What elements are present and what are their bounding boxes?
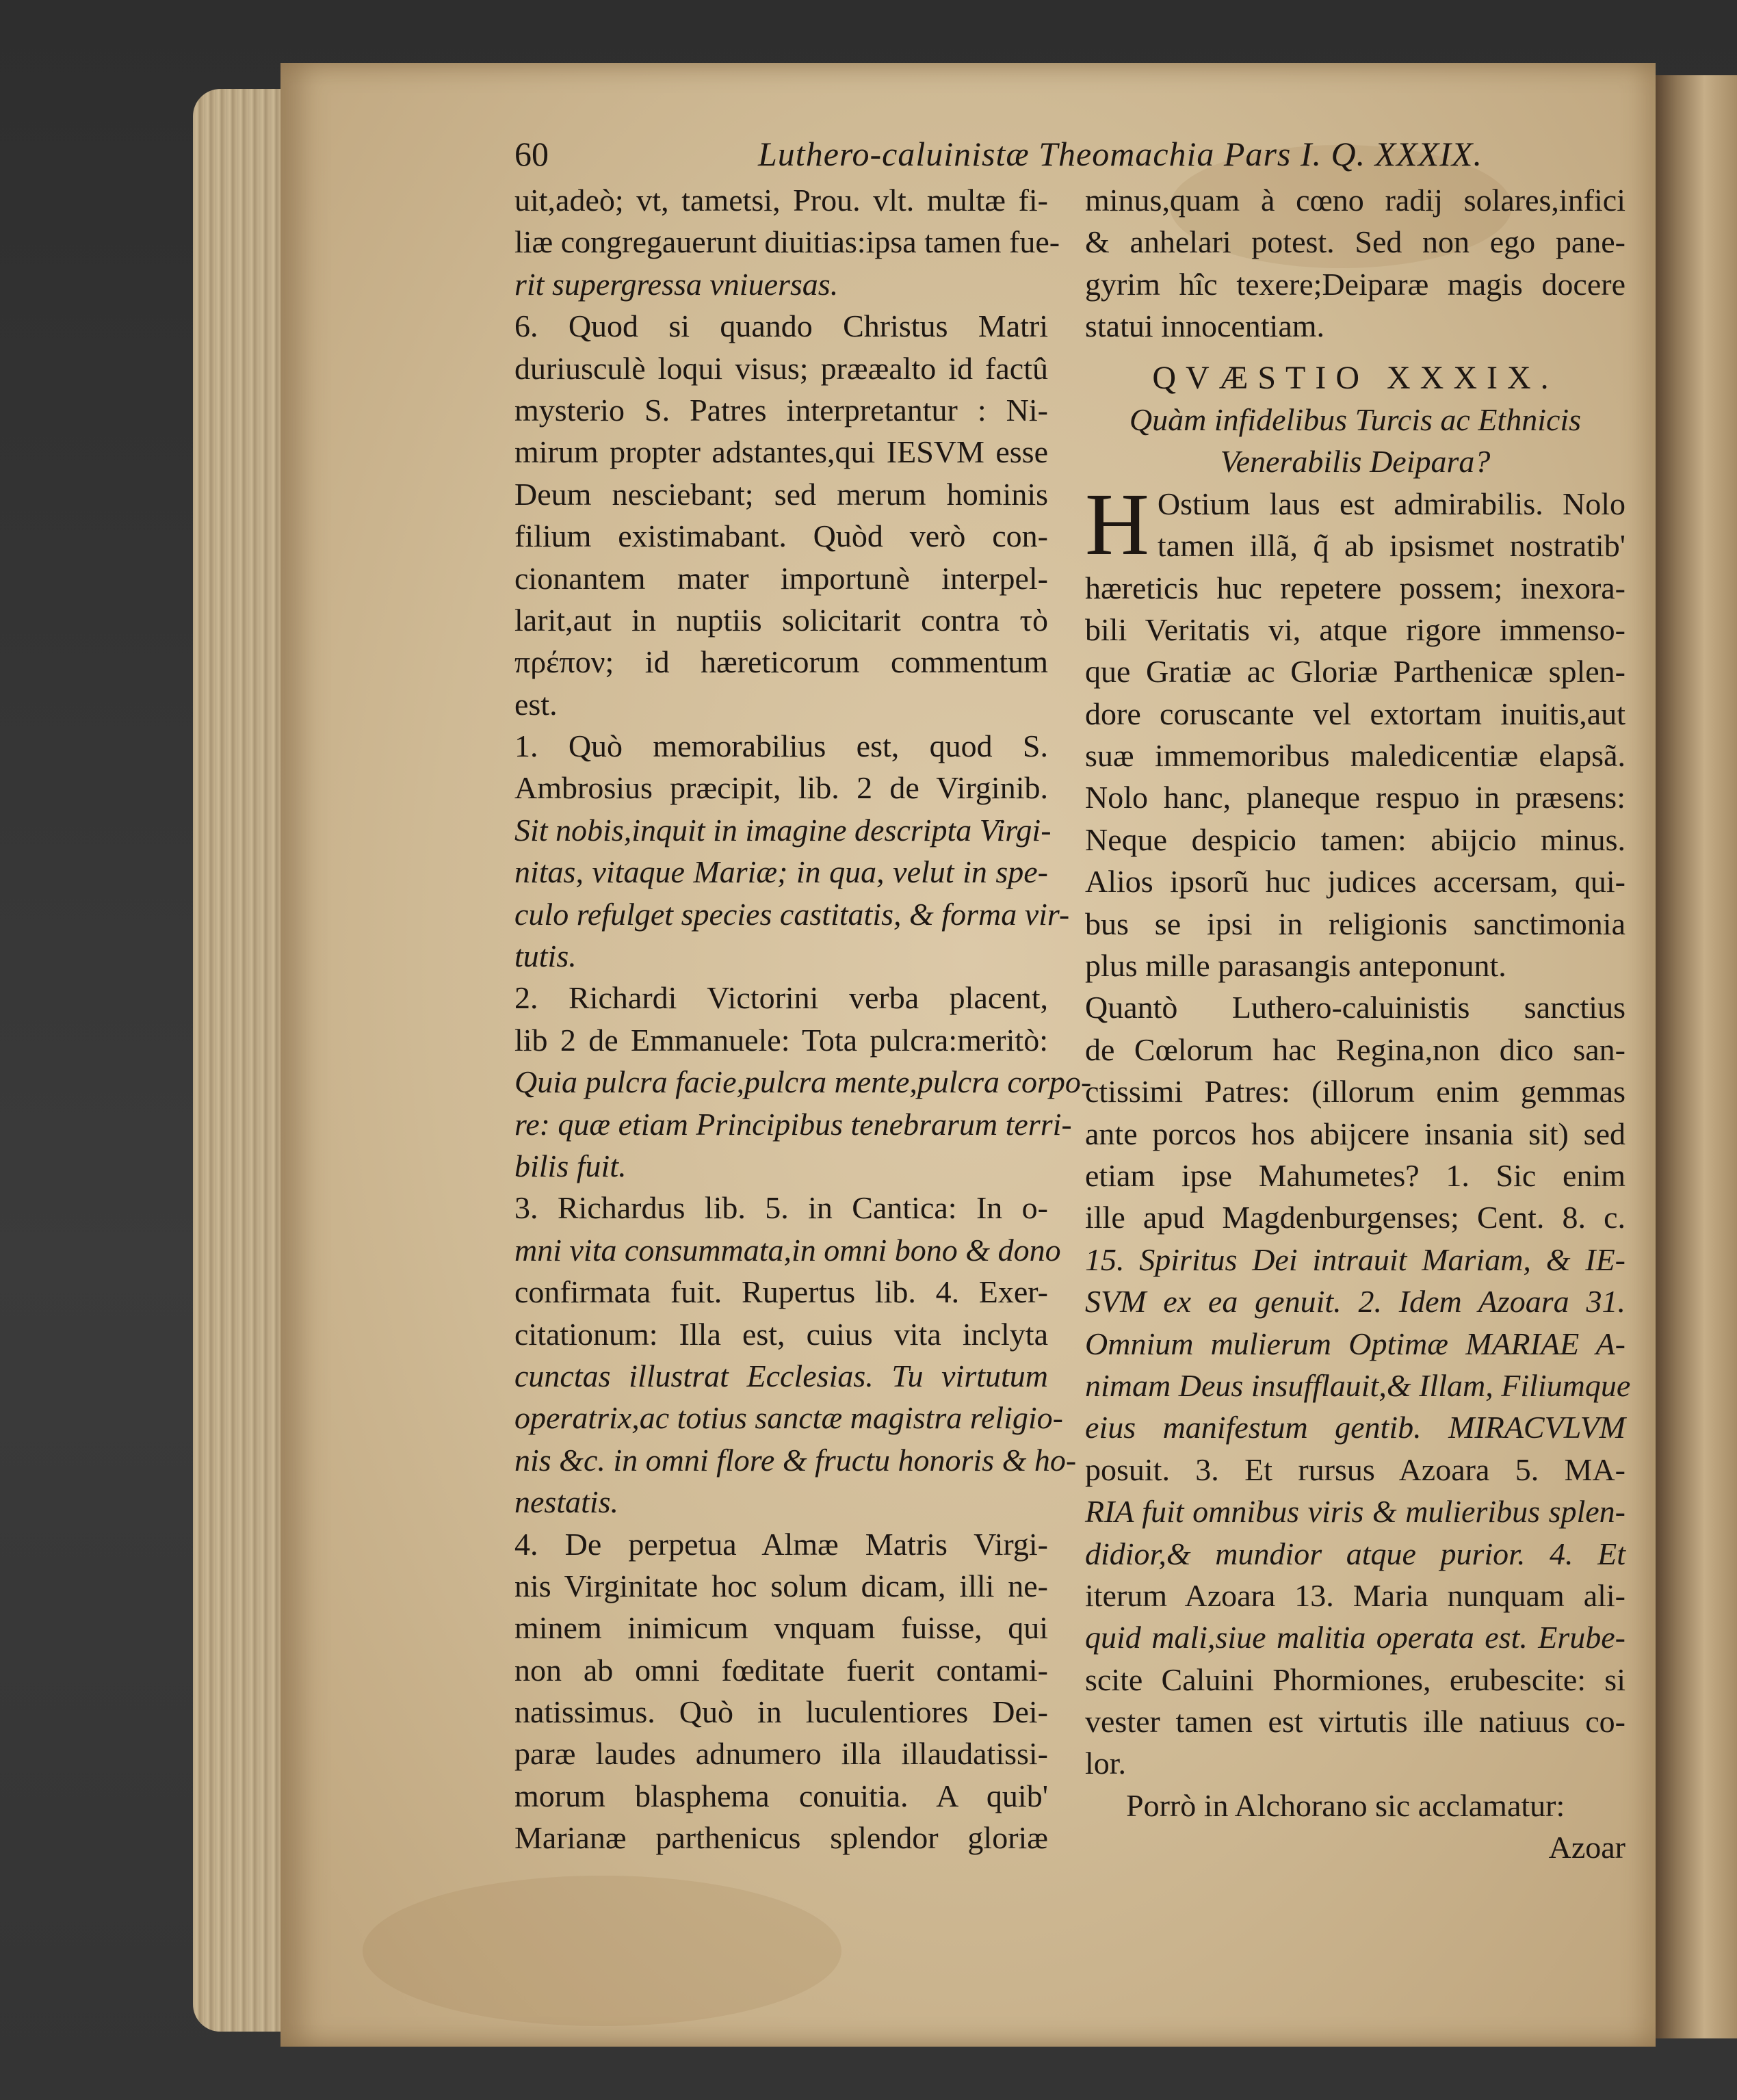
- text-line: statui innocentiam.: [1085, 309, 1325, 344]
- text-line: tamen illã, q̃ ab ipsismet nostratib': [1157, 528, 1625, 564]
- question-subtitle: Quàm infidelibus Turcis ac Ethnicis: [1129, 402, 1582, 437]
- drop-capital: H: [1085, 475, 1149, 574]
- text-line: RIA fuit omnibus viris & mulieribus splen-: [1085, 1494, 1625, 1530]
- text-line: filium existimabant. Quòd verò con-: [514, 519, 1048, 554]
- text-line: eius manifestum gentib. MIRACVLVM: [1085, 1410, 1625, 1445]
- text-line: nestatis.: [514, 1484, 619, 1520]
- text-line: 2. Richardi Victorini verba placent,: [514, 980, 1048, 1016]
- text-line: 4. De perpetua Almæ Matris Virgi-: [514, 1526, 1048, 1562]
- text-line: ille apud Magdenburgenses; Cent. 8. c.: [1085, 1200, 1625, 1235]
- text-line: Ambrosius præcipit, lib. 2 de Virginib.: [514, 770, 1048, 806]
- left-column: [514, 179, 1092, 1859]
- text-line: Porrò in Alchorano sic acclamatur:: [1126, 1787, 1565, 1823]
- text-line: & anhelari potest. Sed non ego pane-: [1085, 224, 1625, 260]
- text-line: morum blasphema conuitia. A quib': [514, 1778, 1048, 1813]
- question-subtitle: Venerabilis Deipara?: [1220, 444, 1491, 480]
- text-line: 3. Richardus lib. 5. in Cantica: In o-: [514, 1190, 1048, 1226]
- text-line: non ab omni fœditate fuerit contami-: [514, 1652, 1048, 1688]
- text-line: culo refulget species castitatis, & forma vir-: [514, 896, 1070, 932]
- text-line: hæreticis huc repetere possem; inexora-: [1085, 570, 1625, 605]
- text-line: mni vita consummata,in omni bono & dono: [514, 1232, 1061, 1268]
- text-line: confirmata fuit. Rupertus lib. 4. Exer-: [514, 1274, 1048, 1310]
- text-line: πρέπον; id hæreticorum commentum: [514, 644, 1048, 680]
- text-line: citationum: Illa est, cuius vita inclyta: [514, 1316, 1048, 1352]
- text-line: Ostium laus est admirabilis. Nolo: [1157, 486, 1625, 521]
- text-line: Omnium mulierum Optimæ MARIAE A-: [1085, 1326, 1625, 1361]
- running-head: [514, 134, 1630, 176]
- text-line: lor.: [1085, 1746, 1127, 1781]
- text-line: iterum Azoara 13. Maria nunquam ali-: [1085, 1577, 1625, 1613]
- text-line: suæ immemoribus maledicentiæ elapsã.: [1085, 738, 1625, 774]
- text-line: Neque despicio tamen: abijcio minus.: [1085, 822, 1625, 857]
- text-line: minem inimicum vnquam fuisse, qui: [514, 1610, 1048, 1646]
- text-line: nis &c. in omni flore & fructu honoris & ho-: [514, 1442, 1077, 1478]
- question-heading: QVÆSTIO XXXIX.: [1152, 359, 1558, 396]
- text-line: bilis fuit.: [514, 1148, 627, 1183]
- text-line: natissimus. Quò in luculentiores Dei-: [514, 1694, 1048, 1730]
- text-line: nimam Deus insufflauit,& Illam, Filiumque: [1085, 1367, 1631, 1403]
- running-title: Luthero-caluinistæ Theomachia Pars I. Q. XXXIX.: [758, 135, 1483, 173]
- text-line: nitas, vitaque Mariæ; in qua, velut in spe-: [514, 854, 1048, 890]
- text-line: Marianæ parthenicus splendor gloriæ: [514, 1820, 1048, 1856]
- text-line: ctissimi Patres: (illorum enim gemmas: [1085, 1074, 1625, 1110]
- text-line: 6. Quod si quando Christus Matri: [514, 309, 1048, 344]
- text-line: didior,& mundior atque purior. 4. Et: [1085, 1536, 1625, 1571]
- text-line: mysterio S. Patres interpretantur : Ni-: [514, 392, 1048, 428]
- text-line: operatrix,ac totius sanctæ magistra religio-: [514, 1400, 1063, 1436]
- page-stain: [363, 1876, 841, 2026]
- text-line: bili Veritatis vi, atque rigore immenso-: [1085, 612, 1625, 647]
- text-line: cunctas illustrat Ecclesias. Tu virtutum: [514, 1358, 1048, 1393]
- text-line: etiam ipse Mahumetes? 1. Sic enim: [1085, 1157, 1625, 1193]
- text-line: larit,aut in nuptiis solicitarit contra τὸ: [514, 602, 1048, 638]
- text-line: Quia pulcra facie,pulcra mente,pulcra corpo-: [514, 1064, 1092, 1100]
- text-line: Alios ipsorũ huc judices accersam, qui-: [1085, 864, 1625, 900]
- question-body: [1085, 475, 1631, 1869]
- text-line: liæ congregauerunt diuitias:ipsa tamen fue-: [514, 224, 1060, 260]
- text-line: Quantò Luthero-caluinistis sanctius: [1085, 990, 1625, 1025]
- text-line: gyrim hîc texere;Deiparæ magis docere: [1085, 266, 1625, 302]
- catchword: Azoar: [1548, 1830, 1625, 1865]
- text-line: uit,adeò; vt, tametsi, Prou. vlt. multæ fi-: [514, 183, 1048, 218]
- text-line: posuit. 3. Et rursus Azoara 5. MA-: [1085, 1452, 1625, 1487]
- text-line: lib 2 de Emmanuele: Tota pulcra:meritò:: [514, 1022, 1048, 1058]
- text-line: bus se ipsi in religionis sanctimonia: [1085, 906, 1625, 941]
- text-line: tutis.: [514, 939, 577, 974]
- text-line: vester tamen est virtutis ille natiuus co-: [1085, 1704, 1625, 1740]
- text-line: 1. Quò memorabilius est, quod S.: [514, 729, 1048, 764]
- page-number: 60: [514, 135, 549, 173]
- text-line: scite Caluini Phormiones, erubescite: si: [1085, 1662, 1625, 1697]
- text-line: Nolo hanc, planeque respuo in præsens:: [1085, 780, 1625, 815]
- text-line: nis Virginitate hoc solum dicam, illi ne-: [514, 1568, 1048, 1603]
- text-line: cionantem mater importunè interpel-: [514, 560, 1048, 596]
- text-line: re: quæ etiam Principibus tenebrarum terri-: [514, 1106, 1072, 1142]
- text-line: SVM ex ea genuit. 2. Idem Azoara 31.: [1085, 1284, 1625, 1320]
- text-line: paræ laudes adnumero illa illaudatissi-: [514, 1736, 1048, 1772]
- text-line: mirum propter adstantes,qui IESVM esse: [514, 434, 1048, 470]
- text-line: duriusculè loqui visus; prææalto id factû: [514, 350, 1048, 386]
- text-line: minus,quam à cœno radij solares,infici: [1085, 183, 1625, 218]
- right-column: [1085, 179, 1631, 1869]
- text-line: Deum nesciebant; sed merum hominis: [514, 476, 1048, 512]
- text-line: ante porcos hos abijcere insania sit) sed: [1085, 1116, 1625, 1151]
- text-line: quid mali,siue malitia operata est. Erube-: [1085, 1620, 1625, 1655]
- text-line: que Gratiæ ac Gloriæ Parthenicæ splen-: [1085, 654, 1625, 690]
- text-line: Sit nobis,inquit in imagine descripta Virgi-: [514, 812, 1052, 848]
- text-line: rit supergressa vniuersas.: [514, 266, 839, 302]
- text-line: 15. Spiritus Dei intrauit Mariam, & IE-: [1085, 1242, 1625, 1277]
- text-line: de Cœlorum hac Regina,non dico san-: [1085, 1032, 1625, 1067]
- text-line: plus mille parasangis anteponunt.: [1085, 948, 1506, 984]
- text-line: est.: [514, 686, 558, 722]
- facing-page-gutter: [1656, 75, 1737, 2038]
- text-line: dore coruscante vel extortam inuitis,aut: [1085, 696, 1625, 731]
